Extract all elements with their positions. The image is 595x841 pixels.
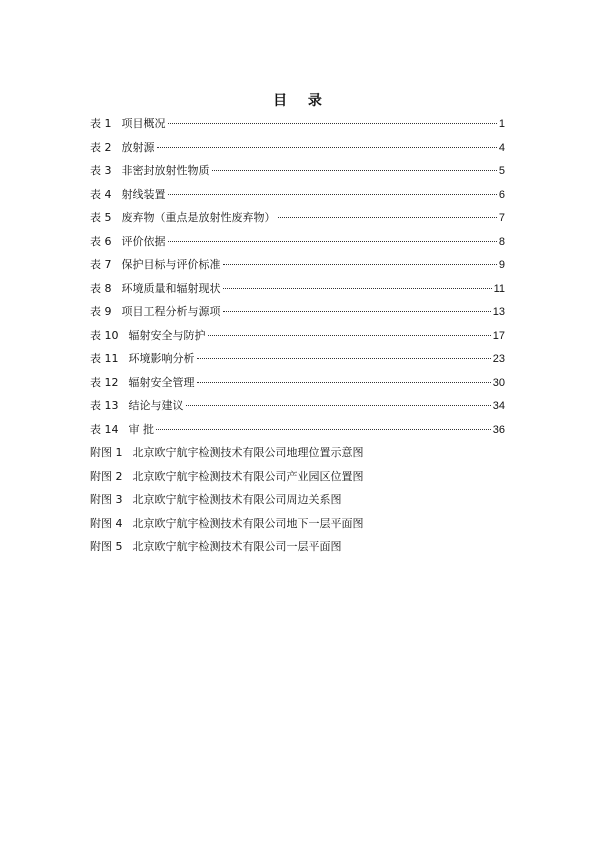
toc-entry-number: 表 9 <box>90 305 112 318</box>
toc-entry-number: 表 10 <box>90 328 119 342</box>
toc-entry-number: 表 6 <box>90 234 112 248</box>
toc-entry-label <box>90 418 154 442</box>
toc-entry-number: 附图 5 <box>90 540 123 553</box>
toc-entry-page: 5 <box>498 165 505 177</box>
toc-entry-label <box>90 394 184 418</box>
toc-entry-number: 表 7 <box>90 258 112 271</box>
toc-entry-label <box>90 277 221 301</box>
toc-entry-page: 23 <box>492 353 505 365</box>
toc-entry-title: 结论与建议 <box>128 399 184 412</box>
toc-entry-number: 表 5 <box>90 211 112 224</box>
dot-leader <box>168 194 497 195</box>
toc-entry-table-11[interactable] <box>90 347 505 371</box>
toc-entry-appendix-4[interactable] <box>90 512 505 536</box>
toc-entry-title: 辐射安全管理 <box>128 375 195 389</box>
dot-leader <box>223 264 497 265</box>
dot-leader <box>212 170 497 171</box>
toc-entry-title: 项目概况 <box>121 117 166 130</box>
dot-leader <box>208 335 491 336</box>
toc-entry-page: 7 <box>498 212 505 224</box>
toc-entry-number: 表 12 <box>90 375 119 389</box>
toc-entry-title: 非密封放射性物质 <box>121 164 210 177</box>
toc-entry-title: 评价依据 <box>121 234 166 248</box>
table-of-contents <box>90 112 505 559</box>
toc-entry-number: 表 4 <box>90 187 112 201</box>
toc-entry-label <box>90 136 155 160</box>
toc-entry-page: 4 <box>498 141 505 154</box>
toc-entry-table-3[interactable] <box>90 159 505 183</box>
toc-entry-label <box>90 347 195 371</box>
toc-entry-number: 表 1 <box>90 117 112 130</box>
toc-entry-page: 6 <box>498 188 505 201</box>
toc-entry-label <box>90 183 166 207</box>
toc-entry-page: 30 <box>492 376 505 389</box>
toc-entry-number: 表 11 <box>90 352 119 365</box>
toc-entry-table-1[interactable] <box>90 112 505 136</box>
toc-entry-label <box>90 324 206 348</box>
toc-entry-number: 附图 1 <box>90 446 123 459</box>
toc-entry-page: 11 <box>493 282 505 295</box>
toc-entry-title: 北京欧宁航宇检测技术有限公司一层平面图 <box>132 540 342 553</box>
toc-entry-title: 环境影响分析 <box>128 352 195 365</box>
dot-leader <box>223 311 491 312</box>
toc-entry-table-14[interactable] <box>90 418 505 442</box>
toc-entry-number: 表 2 <box>90 140 112 154</box>
toc-entry-table-6[interactable] <box>90 230 505 254</box>
toc-entry-appendix-1[interactable] <box>90 441 505 465</box>
toc-entry-title: 放射源 <box>121 140 155 154</box>
dot-leader <box>168 123 497 124</box>
toc-entry-label <box>90 206 276 230</box>
dot-leader <box>278 217 497 218</box>
toc-entry-page: 34 <box>492 400 505 412</box>
toc-entry-title: 废弃物（重点是放射性废弃物） <box>121 211 276 224</box>
toc-entry-table-7[interactable] <box>90 253 505 277</box>
toc-entry-label <box>90 230 166 254</box>
toc-entry-title: 项目工程分析与源项 <box>121 305 221 318</box>
toc-entry-table-4[interactable] <box>90 183 505 207</box>
toc-entry-appendix-3[interactable] <box>90 488 505 512</box>
toc-entry-page: 13 <box>492 306 505 318</box>
toc-entry-label <box>90 371 195 395</box>
toc-entry-appendix-5[interactable] <box>90 535 505 559</box>
dot-leader <box>186 405 491 406</box>
toc-entry-table-5[interactable] <box>90 206 505 230</box>
toc-entry-table-9[interactable] <box>90 300 505 324</box>
dot-leader <box>157 147 497 148</box>
toc-entry-table-8[interactable] <box>90 277 505 301</box>
toc-entry-label <box>90 512 364 536</box>
toc-entry-title: 辐射安全与防护 <box>128 328 206 342</box>
toc-entry-title: 保护目标与评价标准 <box>121 258 221 271</box>
dot-leader <box>156 429 491 430</box>
toc-entry-label <box>90 159 210 183</box>
toc-entry-number: 表 14 <box>90 422 119 436</box>
toc-entry-table-13[interactable] <box>90 394 505 418</box>
toc-entry-label <box>90 535 342 559</box>
toc-entry-title: 北京欧宁航宇检测技术有限公司地下一层平面图 <box>132 516 364 530</box>
toc-entry-title: 环境质量和辐射现状 <box>121 281 221 295</box>
toc-entry-appendix-2[interactable] <box>90 465 505 489</box>
toc-entry-label <box>90 488 342 512</box>
toc-entry-label <box>90 441 364 465</box>
dot-leader <box>197 382 491 383</box>
dot-leader <box>223 288 492 289</box>
toc-entry-table-12[interactable] <box>90 371 505 395</box>
toc-entry-number: 表 13 <box>90 399 119 412</box>
toc-entry-number: 附图 3 <box>90 493 123 506</box>
toc-entry-table-10[interactable] <box>90 324 505 348</box>
toc-entry-number: 附图 2 <box>90 469 123 483</box>
toc-entry-label <box>90 465 364 489</box>
toc-entry-page: 36 <box>492 423 505 436</box>
toc-entry-title: 北京欧宁航宇检测技术有限公司产业园区位置图 <box>132 469 364 483</box>
dot-leader <box>197 358 491 359</box>
toc-entry-page: 1 <box>498 118 505 130</box>
toc-entry-title: 北京欧宁航宇检测技术有限公司地理位置示意图 <box>132 446 364 459</box>
toc-entry-label <box>90 253 221 277</box>
toc-entry-page: 9 <box>498 259 505 271</box>
toc-entry-title: 北京欧宁航宇检测技术有限公司周边关系图 <box>132 493 342 506</box>
page-title: 目 录 <box>273 93 330 109</box>
toc-entry-table-2[interactable] <box>90 136 505 160</box>
toc-entry-number: 表 8 <box>90 281 112 295</box>
toc-entry-title: 审 批 <box>128 422 154 436</box>
toc-entry-label <box>90 112 166 136</box>
toc-entry-title: 射线装置 <box>121 187 166 201</box>
toc-entry-number: 表 3 <box>90 164 112 177</box>
toc-entry-number: 附图 4 <box>90 516 123 530</box>
dot-leader <box>168 241 497 242</box>
toc-entry-page: 8 <box>498 235 505 248</box>
toc-entry-label <box>90 300 221 324</box>
toc-entry-page: 17 <box>492 329 505 342</box>
